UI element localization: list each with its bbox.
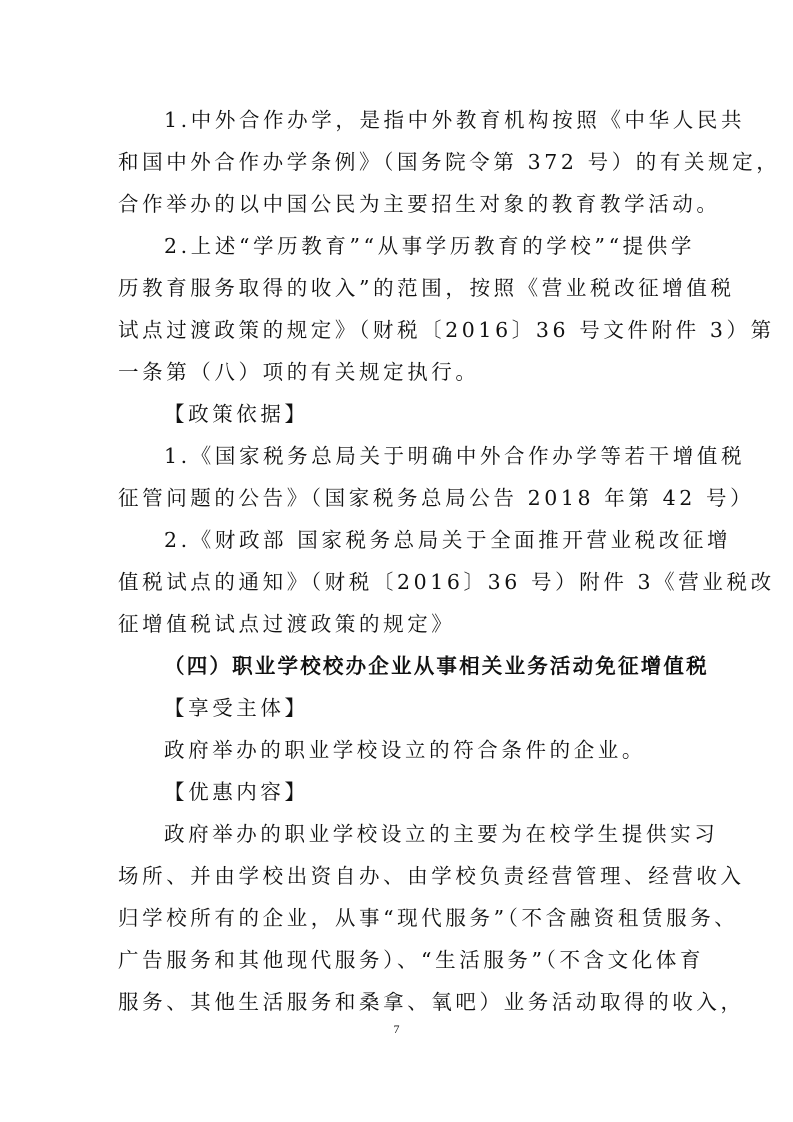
paragraph-line: 归学校所有的企业，从事“现代服务”（不含融资租赁服务、 — [118, 906, 739, 930]
paragraph-line: 2.上述“学历教育”“从事学历教育的学校”“提供学 — [164, 234, 695, 258]
paragraph-line: 和国中外合作办学条例》（国务院令第 372 号）的有关规定， — [118, 150, 781, 174]
paragraph-line: 场所、并由学校出资自办、由学校负责经营管理、经营收入 — [118, 864, 745, 888]
content-heading: 【优惠内容】 — [164, 780, 309, 804]
page-number: 7 — [393, 1022, 400, 1036]
policy-basis-heading: 【政策依据】 — [164, 402, 309, 426]
paragraph-line: 2.《财政部 国家税务总局关于全面推开营业税改征增 — [164, 528, 732, 552]
beneficiary-heading: 【享受主体】 — [164, 696, 309, 720]
paragraph-line: 一条第（八）项的有关规定执行。 — [118, 360, 480, 384]
paragraph-line: 征增值税试点过渡政策的规定》 — [118, 612, 456, 636]
paragraph-line: 历教育服务取得的收入”的范围，按照《营业税改征增值税 — [118, 276, 735, 300]
paragraph-line: 1.中外合作办学，是指中外教育机构按照《中华人民共 — [164, 108, 746, 132]
paragraph-line: 服务、其他生活服务和桑拿、氧吧）业务活动取得的收入， — [118, 990, 745, 1014]
paragraph-line: 试点过渡政策的规定》（财税〔2016〕36 号文件附件 3）第 — [118, 318, 775, 342]
paragraph-line: 征管问题的公告》（国家税务总局公告 2018 年第 42 号） — [118, 486, 755, 510]
beneficiary-text: 政府举办的职业学校设立的符合条件的企业。 — [164, 738, 646, 762]
paragraph-line: 1.《国家税务总局关于明确中外合作办学等若干增值税 — [164, 444, 746, 468]
paragraph-line: 政府举办的职业学校设立的主要为在校学生提供实习 — [164, 822, 719, 846]
paragraph-line: 广告服务和其他现代服务）、“生活服务”（不含文化体育 — [118, 948, 705, 972]
paragraph-line: 值税试点的通知》（财税〔2016〕36 号）附件 3《营业税改 — [118, 570, 775, 594]
section-title: （四）职业学校校办企业从事相关业务活动免征增值税 — [164, 654, 709, 678]
paragraph-line: 合作举办的以中国公民为主要招生对象的教育教学活动。 — [118, 192, 721, 216]
